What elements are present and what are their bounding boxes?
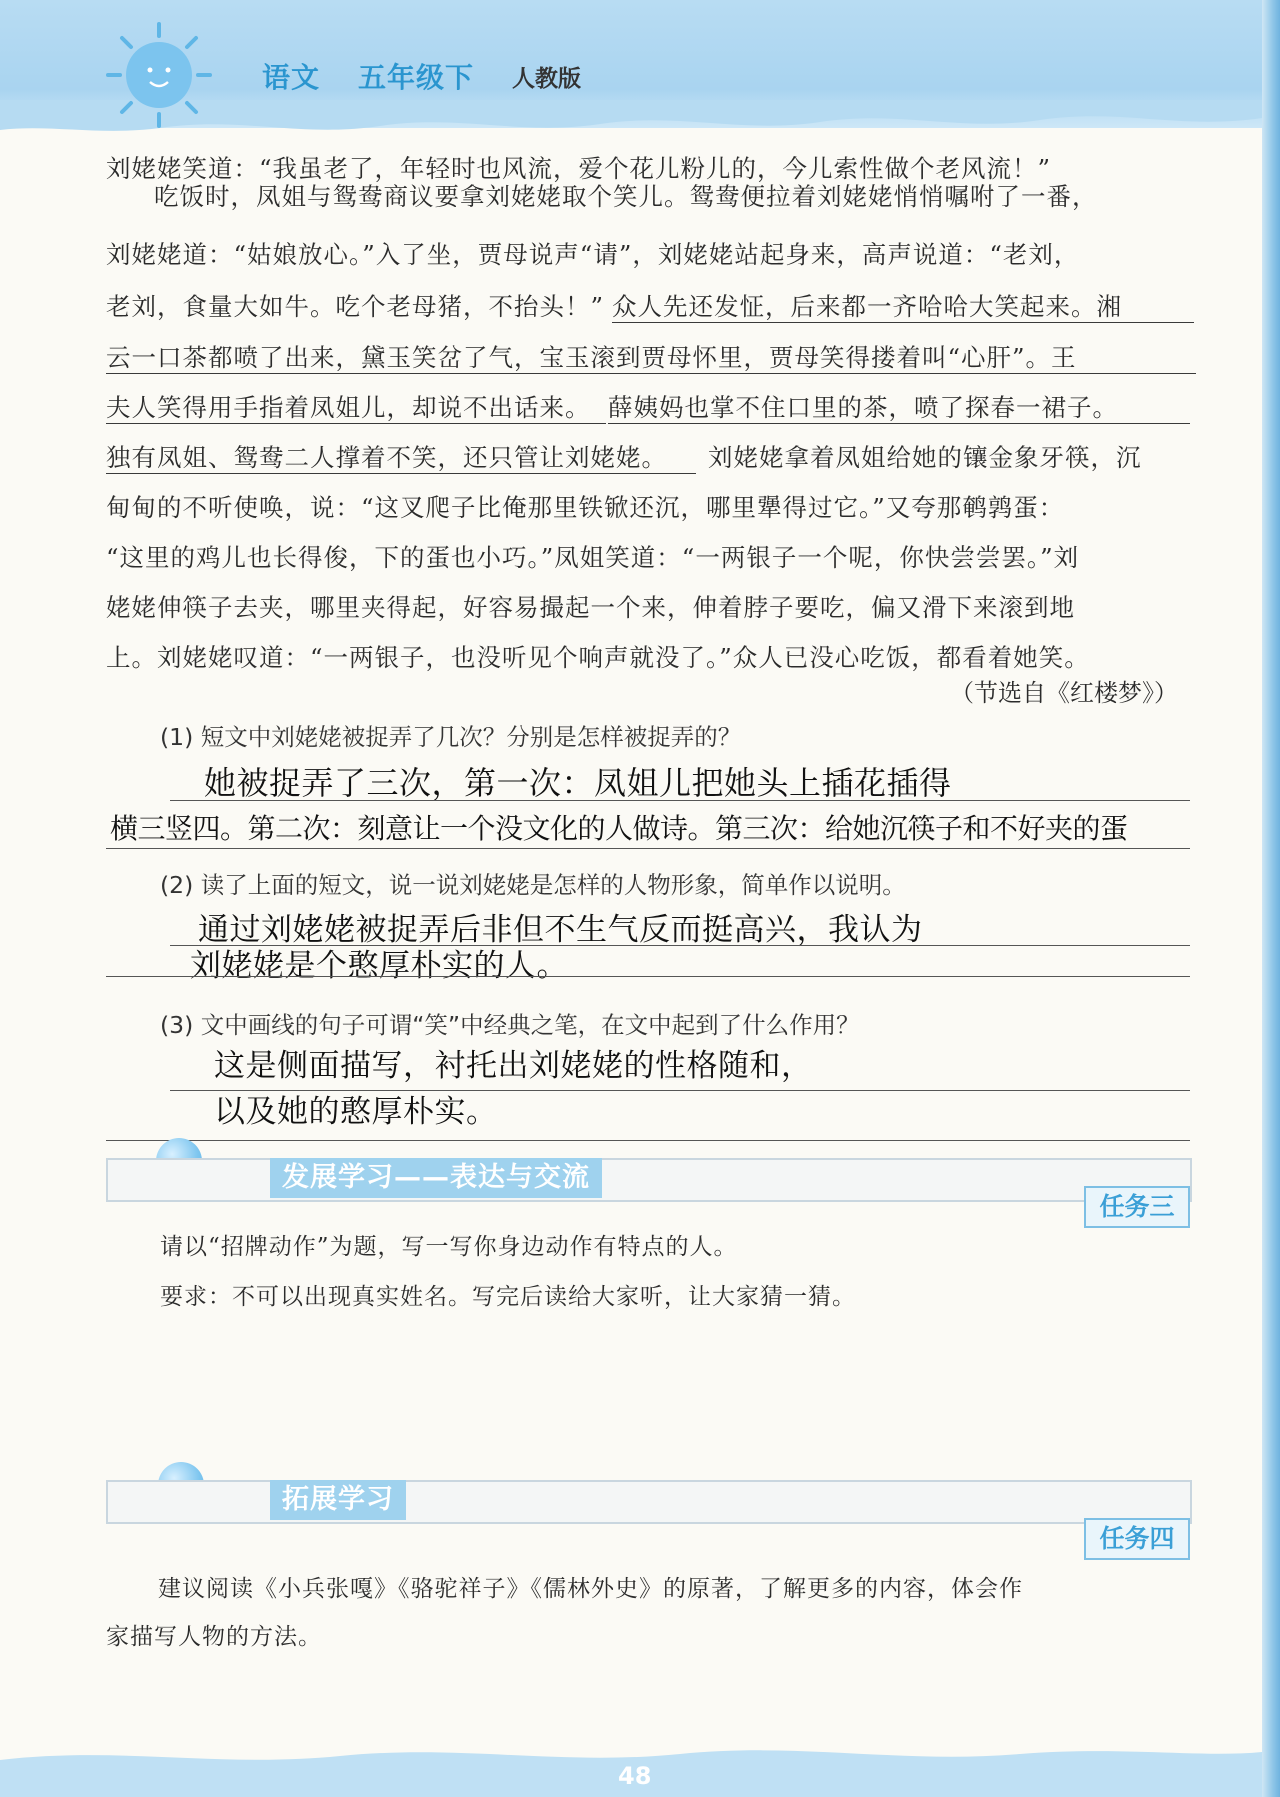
answer-2-line-1[interactable]: 通过刘姥姥被捉弄后非但不生气反而挺高兴，我认为	[198, 912, 923, 948]
header-grade: 五年级下	[358, 61, 475, 94]
passage-source: （节选自《红楼梦》）	[950, 679, 1178, 707]
underlined-sentence: 夫人笑得用手指着凤姐儿，却说不出话来。	[106, 393, 606, 424]
section-label-extend: 拓展学习	[270, 1480, 406, 1520]
section-band	[106, 1158, 1192, 1202]
page-number: 48	[618, 1762, 652, 1790]
passage-line: 姥姥伸筷子去夹，哪里夹得起，好容易撮起一个来，伸着脖子要吃，偏又滑下来滚到地	[106, 593, 1075, 622]
section4-reading-cont: 家描写人物的方法。	[106, 1624, 322, 1650]
passage-line: 老刘，食量大如牛。吃个老母猪，不抬头！”	[106, 292, 605, 321]
passage-line: 吃饭时，凤姐与鸳鸯商议要拿刘姥姥取个笑儿。鸳鸯便拉着刘姥姥悄悄嘱咐了一番，	[154, 182, 1098, 211]
question-1: (1) 短文中刘姥姥被捉弄了几次？分别是怎样被捉弄的？	[160, 723, 742, 751]
underlined-sentence: 众人先还发怔，后来都一齐哈哈大笑起来。湘	[612, 292, 1194, 323]
sun-icon	[104, 20, 214, 130]
passage-line: “这里的鸡儿也长得俊，下的蛋也小巧。”凤姐笑道：“一两银子一个呢，你快尝尝罢。”刘	[106, 543, 1080, 572]
answer-rule	[106, 976, 1190, 977]
passage-line: 刘姥姥拿着凤姐给她的镶金象牙筷，沉	[708, 443, 1142, 472]
passage-line: 甸甸的不听使唤，说：“这叉爬子比俺那里铁锨还沉，哪里犟得过它。”又夸那鹌鹑蛋：	[106, 493, 1065, 522]
header-subject: 语文	[262, 61, 321, 94]
book-spine	[1262, 0, 1280, 1797]
answer-rule	[106, 848, 1190, 849]
answer-2-line-2[interactable]: 刘姥姥是个憨厚朴实的人。	[190, 948, 568, 984]
answer-3-line-2[interactable]: 以及她的憨厚朴实。	[214, 1094, 498, 1130]
underlined-sentence: 薛姨妈也掌不住口里的茶，喷了探春一裙子。	[608, 393, 1190, 424]
answer-rule	[106, 1140, 1190, 1141]
task-badge-4: 任务四	[1084, 1518, 1190, 1560]
passage-line: 刘姥姥道：“姑娘放心。”入了坐，贾母说声“请”，刘姥姥站起身来，高声说道：“老刘，	[106, 240, 1080, 269]
question-2: (2) 读了上面的短文，说一说刘姥姥是怎样的人物形象，简单作以说明。	[160, 871, 906, 899]
section3-prompt: 请以“招牌动作”为题，写一写你身边动作有特点的人。	[160, 1234, 738, 1260]
underlined-sentence: 云一口茶都喷了出来，黛玉笑岔了气，宝玉滚到贾母怀里，贾母笑得搂着叫“心肝”。王	[106, 343, 1196, 374]
section-band	[106, 1480, 1192, 1524]
answer-3-line-1[interactable]: 这是侧面描写，衬托出刘姥姥的性格随和，	[214, 1048, 813, 1084]
passage-line: 刘姥姥笑道：“我虽老了，年轻时也风流，爱个花儿粉儿的，今儿索性做个老风流！”	[106, 154, 1052, 183]
answer-rule	[170, 800, 1190, 801]
header-edition: 人教版	[512, 66, 581, 92]
section4-reading: 建议阅读《小兵张嘎》《骆驼祥子》《儒林外史》的原著，了解更多的内容，体会作	[158, 1576, 1023, 1602]
section3-requirement: 要求：不可以出现真实姓名。写完后读给大家听，让大家猜一猜。	[160, 1284, 856, 1310]
underlined-sentence: 独有凤姐、鸳鸯二人撑着不笑，还只管让刘姥姥。	[106, 443, 696, 474]
answer-1-line-1[interactable]: 她被捉弄了三次，第一次：凤姐儿把她头上插花插得	[204, 764, 952, 802]
task-badge-3: 任务三	[1084, 1186, 1190, 1228]
passage-line: 上。刘姥姥叹道：“一两银子，也没听见个响声就没了。”众人已没心吃饭，都看着她笑。	[106, 643, 1090, 672]
answer-1-line-2[interactable]: 横三竖四。第二次：刻意让一个没文化的人做诗。第三次：给她沉筷子和不好夹的蛋	[110, 812, 1128, 845]
question-3: (3) 文中画线的句子可谓“笑”中经典之笔，在文中起到了什么作用？	[160, 1011, 860, 1039]
section-label-develop: 发展学习——表达与交流	[270, 1158, 602, 1198]
